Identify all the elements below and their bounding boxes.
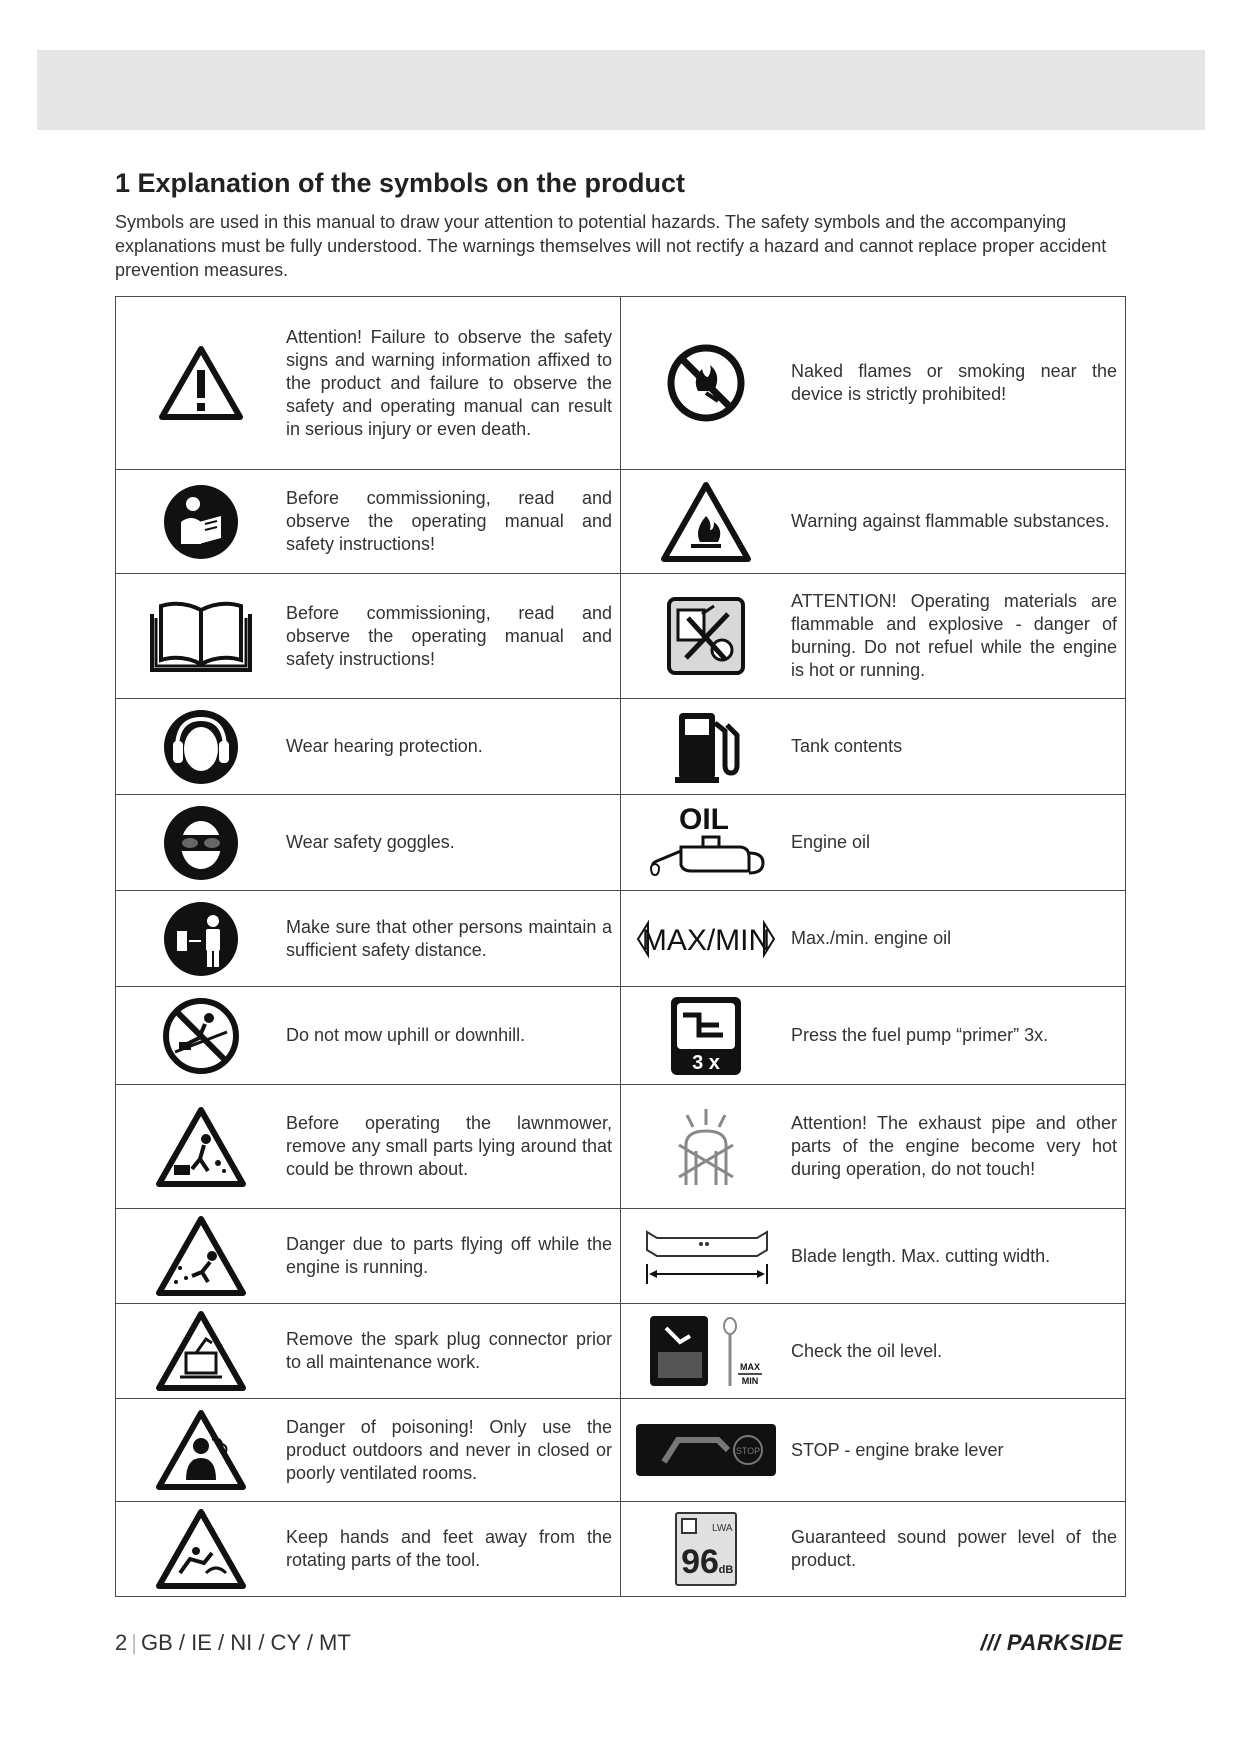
- table-row: [116, 1399, 1126, 1502]
- footer-languages: GB / IE / NI / CY / MT: [140, 1630, 351, 1655]
- page-number: 2: [115, 1630, 128, 1655]
- symbol-description: Guaranteed sound power level of the product.: [791, 1527, 1117, 1570]
- symbol-description: Keep hands and feet away from the rotating parts of the tool.: [286, 1527, 612, 1570]
- table-row: [116, 699, 1126, 795]
- flying-parts-warning-icon: [116, 1216, 286, 1296]
- symbol-description: Wear hearing protection.: [286, 736, 483, 756]
- symbol-description: Attention! The exhaust pipe and other parts of the engine become very hot during operation, do not touch!: [791, 1113, 1117, 1179]
- footer-separator: |: [131, 1630, 137, 1655]
- symbol-description: Danger due to parts flying off while the engine is running.: [286, 1234, 612, 1277]
- symbol-description: Wear safety goggles.: [286, 832, 455, 852]
- primer-count-label: 3 x: [692, 1051, 720, 1074]
- hot-surface-icon: [621, 1105, 791, 1189]
- symbol-description: Before operating the lawnmower, remove any small parts lying around that could be thrown about.: [286, 1113, 612, 1179]
- intro-paragraph: Symbols are used in this manual to draw your attention to potential hazards. The safety symbols and the accompanying explanations must be fully understood. The warnings themselves will not rectify a hazard and cannot replace proper accident prevention measures.: [115, 212, 1107, 280]
- oil-level-check-icon: [621, 1312, 791, 1390]
- table-row: [116, 574, 1126, 699]
- symbol-description: Warning against flammable substances.: [791, 511, 1110, 531]
- warning-triangle-icon: [116, 346, 286, 420]
- oil-can-icon: [621, 801, 791, 885]
- symbol-description: Tank contents: [791, 736, 903, 756]
- no-flames-smoking-icon: [621, 343, 791, 423]
- oil-max-label: MAX: [740, 1362, 760, 1372]
- rotating-parts-warning-icon: [116, 1509, 286, 1589]
- hearing-protection-icon: [116, 709, 286, 785]
- blade-length-icon: [621, 1224, 791, 1288]
- symbol-description: ATTENTION! Operating materials are flammable and explosive - danger of burning. Do not refuel while the engine is hot or running.: [791, 591, 1117, 680]
- sound-power-value: 96: [681, 1543, 719, 1581]
- safety-distance-icon: [116, 901, 286, 977]
- no-slope-mowing-icon: [116, 996, 286, 1076]
- symbol-description: Attention! Failure to observe the safety signs and warning information affixed to the product and failure to observe the safety and operating manual can result in serious injury or even death.: [286, 326, 612, 439]
- no-refuel-hot-engine-icon: [621, 596, 791, 676]
- symbol-description: STOP - engine brake lever: [791, 1439, 1004, 1460]
- table-row: [116, 470, 1126, 574]
- stop-label: STOP: [735, 1446, 761, 1456]
- symbol-description: Max./min. engine oil: [791, 928, 952, 948]
- sound-power-icon: [621, 1511, 791, 1587]
- footer-page-info: [115, 1630, 351, 1656]
- flammable-warning-icon: [621, 482, 791, 562]
- symbols-table: [115, 296, 1126, 1597]
- symbol-description: Check the oil level.: [791, 1340, 943, 1361]
- max-min-icon: [621, 917, 791, 961]
- table-row: [116, 987, 1126, 1085]
- open-book-icon: [116, 596, 286, 676]
- table-row: [116, 297, 1126, 470]
- oil-min-label: MIN: [741, 1376, 759, 1386]
- read-manual-icon: [116, 484, 286, 560]
- safety-goggles-icon: [116, 805, 286, 881]
- sound-power-unit: dB: [718, 1564, 734, 1576]
- symbol-description: Press the fuel pump “primer” 3x.: [791, 1025, 1049, 1045]
- table-row: [116, 1502, 1126, 1597]
- fuel-pump-icon: [621, 709, 791, 785]
- stop-lever-icon: [621, 1422, 791, 1478]
- max-min-label: MAX/MIN: [641, 923, 771, 957]
- symbol-description: Naked flames or smoking near the device is strictly prohibited!: [791, 361, 1117, 404]
- oil-can-label: OIL: [679, 802, 729, 836]
- table-row: [116, 1304, 1126, 1399]
- page-title: 1 Explanation of the symbols on the product: [115, 168, 686, 198]
- primer-pump-icon: [621, 995, 791, 1077]
- spark-plug-warning-icon: [116, 1311, 286, 1391]
- symbol-description: Blade length. Max. cutting width.: [791, 1245, 1051, 1266]
- poisoning-warning-icon: [116, 1410, 286, 1490]
- symbol-description: Remove the spark plug connector prior to all maintenance work.: [286, 1329, 612, 1372]
- thrown-objects-warning-icon: [116, 1107, 286, 1187]
- symbol-description: Before commissioning, read and observe the operating manual and safety instructions!: [286, 602, 612, 669]
- symbol-description: Engine oil: [791, 832, 871, 852]
- symbol-description: Make sure that other persons maintain a sufficient safety distance.: [286, 916, 612, 960]
- brand-logo: /// PARKSIDE: [980, 1630, 1123, 1655]
- symbol-description: Before commissioning, read and observe the operating manual and safety instructions!: [286, 488, 612, 554]
- table-row: [116, 1085, 1126, 1209]
- sound-power-symbol: LWA: [712, 1523, 733, 1534]
- header-band: [37, 50, 1205, 130]
- table-row: [116, 1209, 1126, 1304]
- symbol-description: Do not mow uphill or downhill.: [286, 1025, 526, 1045]
- symbol-description: Danger of poisoning! Only use the product outdoors and never in closed or poorly ventilated rooms.: [286, 1416, 612, 1483]
- table-row: [116, 891, 1126, 987]
- table-row: [116, 795, 1126, 891]
